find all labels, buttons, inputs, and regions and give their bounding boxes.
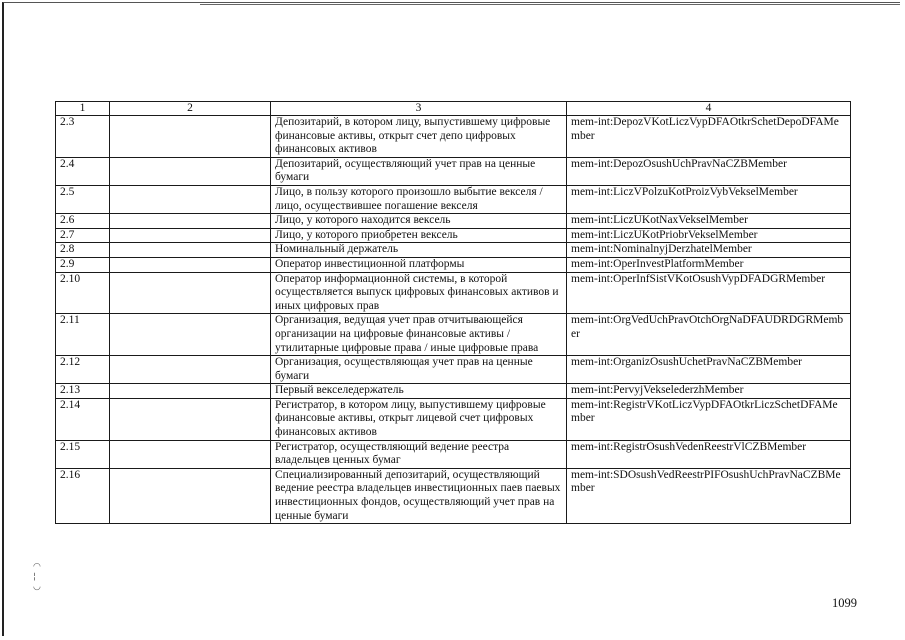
- row-number: 2.4: [56, 157, 110, 185]
- table-row: [56, 228, 851, 243]
- table-row: [56, 314, 851, 356]
- row-name: Регистратор, осуществляющий ведение реестра владельцев ценных бумаг: [271, 440, 567, 468]
- row-member-id: mem-int:RegistrVKotLiczVypDFAOtkrLiczSchetDFAMember: [567, 398, 851, 440]
- empty-cell: [110, 228, 271, 243]
- row-member-id: mem-int:OrgVedUchPravOtchOrgNaDFAUDRDGRMember: [567, 314, 851, 356]
- page-number: 1099: [832, 596, 857, 610]
- row-name: Организация, осуществляющая учет прав на ценные бумаги: [271, 356, 567, 384]
- row-member-id: mem-int:DepozVKotLiczVypDFAOtkrSchetDepoDFAMember: [567, 116, 851, 158]
- table-row: [56, 440, 851, 468]
- empty-cell: [110, 314, 271, 356]
- table-row: [56, 157, 851, 185]
- table-row: [56, 384, 851, 399]
- scan-edge-line: [200, 4, 900, 5]
- empty-cell: [110, 157, 271, 185]
- row-number: 2.10: [56, 272, 110, 314]
- row-name: Лицо, у которого приобретен вексель: [271, 228, 567, 243]
- row-name: Регистратор, в котором лицу, выпустившему цифровые финансовые активы, открыт лицевой счет цифровых финансовых активов: [271, 398, 567, 440]
- row-number: 2.12: [56, 356, 110, 384]
- row-member-id: mem-int:PervyjVekselederzhMember: [567, 384, 851, 399]
- empty-cell: [110, 272, 271, 314]
- row-member-id: mem-int:OrganizOsushUchetPravNaCZBMember: [567, 356, 851, 384]
- column-header: 1: [56, 102, 110, 116]
- row-name: Оператор информационной системы, в которой осуществляется выпуск цифровых финансовых активов и иных цифровых прав: [271, 272, 567, 314]
- table-row: [56, 272, 851, 314]
- column-header: 4: [567, 102, 851, 116]
- row-number: 2.15: [56, 440, 110, 468]
- empty-cell: [110, 468, 271, 523]
- row-name: Организация, ведущая учет прав отчитывающейся организации на цифровые финансовые активы / утилитарные цифровые права / иные цифровые права: [271, 314, 567, 356]
- table-row: [56, 185, 851, 213]
- row-member-id: mem-int:DepozOsushUchPravNaCZBMember: [567, 157, 851, 185]
- row-name: Депозитарий, осуществляющий учет прав на ценные бумаги: [271, 157, 567, 185]
- row-member-id: mem-int:NominalnyjDerzhatelMember: [567, 243, 851, 258]
- empty-cell: [110, 243, 271, 258]
- row-number: 2.3: [56, 116, 110, 158]
- margin-scan-mark: ◠ ¦ ◡: [33, 562, 41, 592]
- row-member-id: mem-int:LiczUKotPriobrVekselMember: [567, 228, 851, 243]
- empty-cell: [110, 214, 271, 229]
- row-member-id: mem-int:LiczVPolzuKotProizVybVekselMember: [567, 185, 851, 213]
- row-number: 2.5: [56, 185, 110, 213]
- row-number: 2.6: [56, 214, 110, 229]
- table-row: [56, 356, 851, 384]
- row-name: Первый векселедержатель: [271, 384, 567, 399]
- row-name: Депозитарий, в котором лицу, выпустившему цифровые финансовые активы, открыт счет депо цифровых финансовых активов: [271, 116, 567, 158]
- empty-cell: [110, 384, 271, 399]
- row-number: 2.13: [56, 384, 110, 399]
- row-member-id: mem-int:OperInvestPlatformMember: [567, 257, 851, 272]
- row-number: 2.9: [56, 257, 110, 272]
- row-name: Специализированный депозитарий, осуществляющий ведение реестра владельцев инвестиционных паев паевых инвестиционных фондов, осуществляющий учет прав на ценные бумаги: [271, 468, 567, 523]
- row-number: 2.7: [56, 228, 110, 243]
- row-number: 2.8: [56, 243, 110, 258]
- row-number: 2.11: [56, 314, 110, 356]
- table-row: [56, 116, 851, 158]
- row-name: Лицо, у которого находится вексель: [271, 214, 567, 229]
- header-row: [56, 102, 851, 116]
- row-member-id: mem-int:SDOsushVedReestrPIFOsushUchPravNaCZBMember: [567, 468, 851, 523]
- table-row: [56, 468, 851, 523]
- table-row: [56, 398, 851, 440]
- column-header: 3: [271, 102, 567, 116]
- member-registry-table: [55, 101, 851, 524]
- row-name: Лицо, в пользу которого произошло выбытие векселя / лицо, осуществившее погашение векселя: [271, 185, 567, 213]
- row-member-id: mem-int:OperInfSistVKotOsushVypDFADGRMember: [567, 272, 851, 314]
- table-row: [56, 214, 851, 229]
- column-header: 2: [110, 102, 271, 116]
- row-member-id: mem-int:LiczUKotNaxVekselMember: [567, 214, 851, 229]
- row-number: 2.16: [56, 468, 110, 523]
- table-row: [56, 243, 851, 258]
- table-row: [56, 257, 851, 272]
- empty-cell: [110, 185, 271, 213]
- row-name: Оператор инвестиционной платформы: [271, 257, 567, 272]
- row-name: Номинальный держатель: [271, 243, 567, 258]
- row-member-id: mem-int:RegistrOsushVedenReestrVlCZBMember: [567, 440, 851, 468]
- empty-cell: [110, 398, 271, 440]
- empty-cell: [110, 257, 271, 272]
- empty-cell: [110, 116, 271, 158]
- empty-cell: [110, 356, 271, 384]
- empty-cell: [110, 440, 271, 468]
- row-number: 2.14: [56, 398, 110, 440]
